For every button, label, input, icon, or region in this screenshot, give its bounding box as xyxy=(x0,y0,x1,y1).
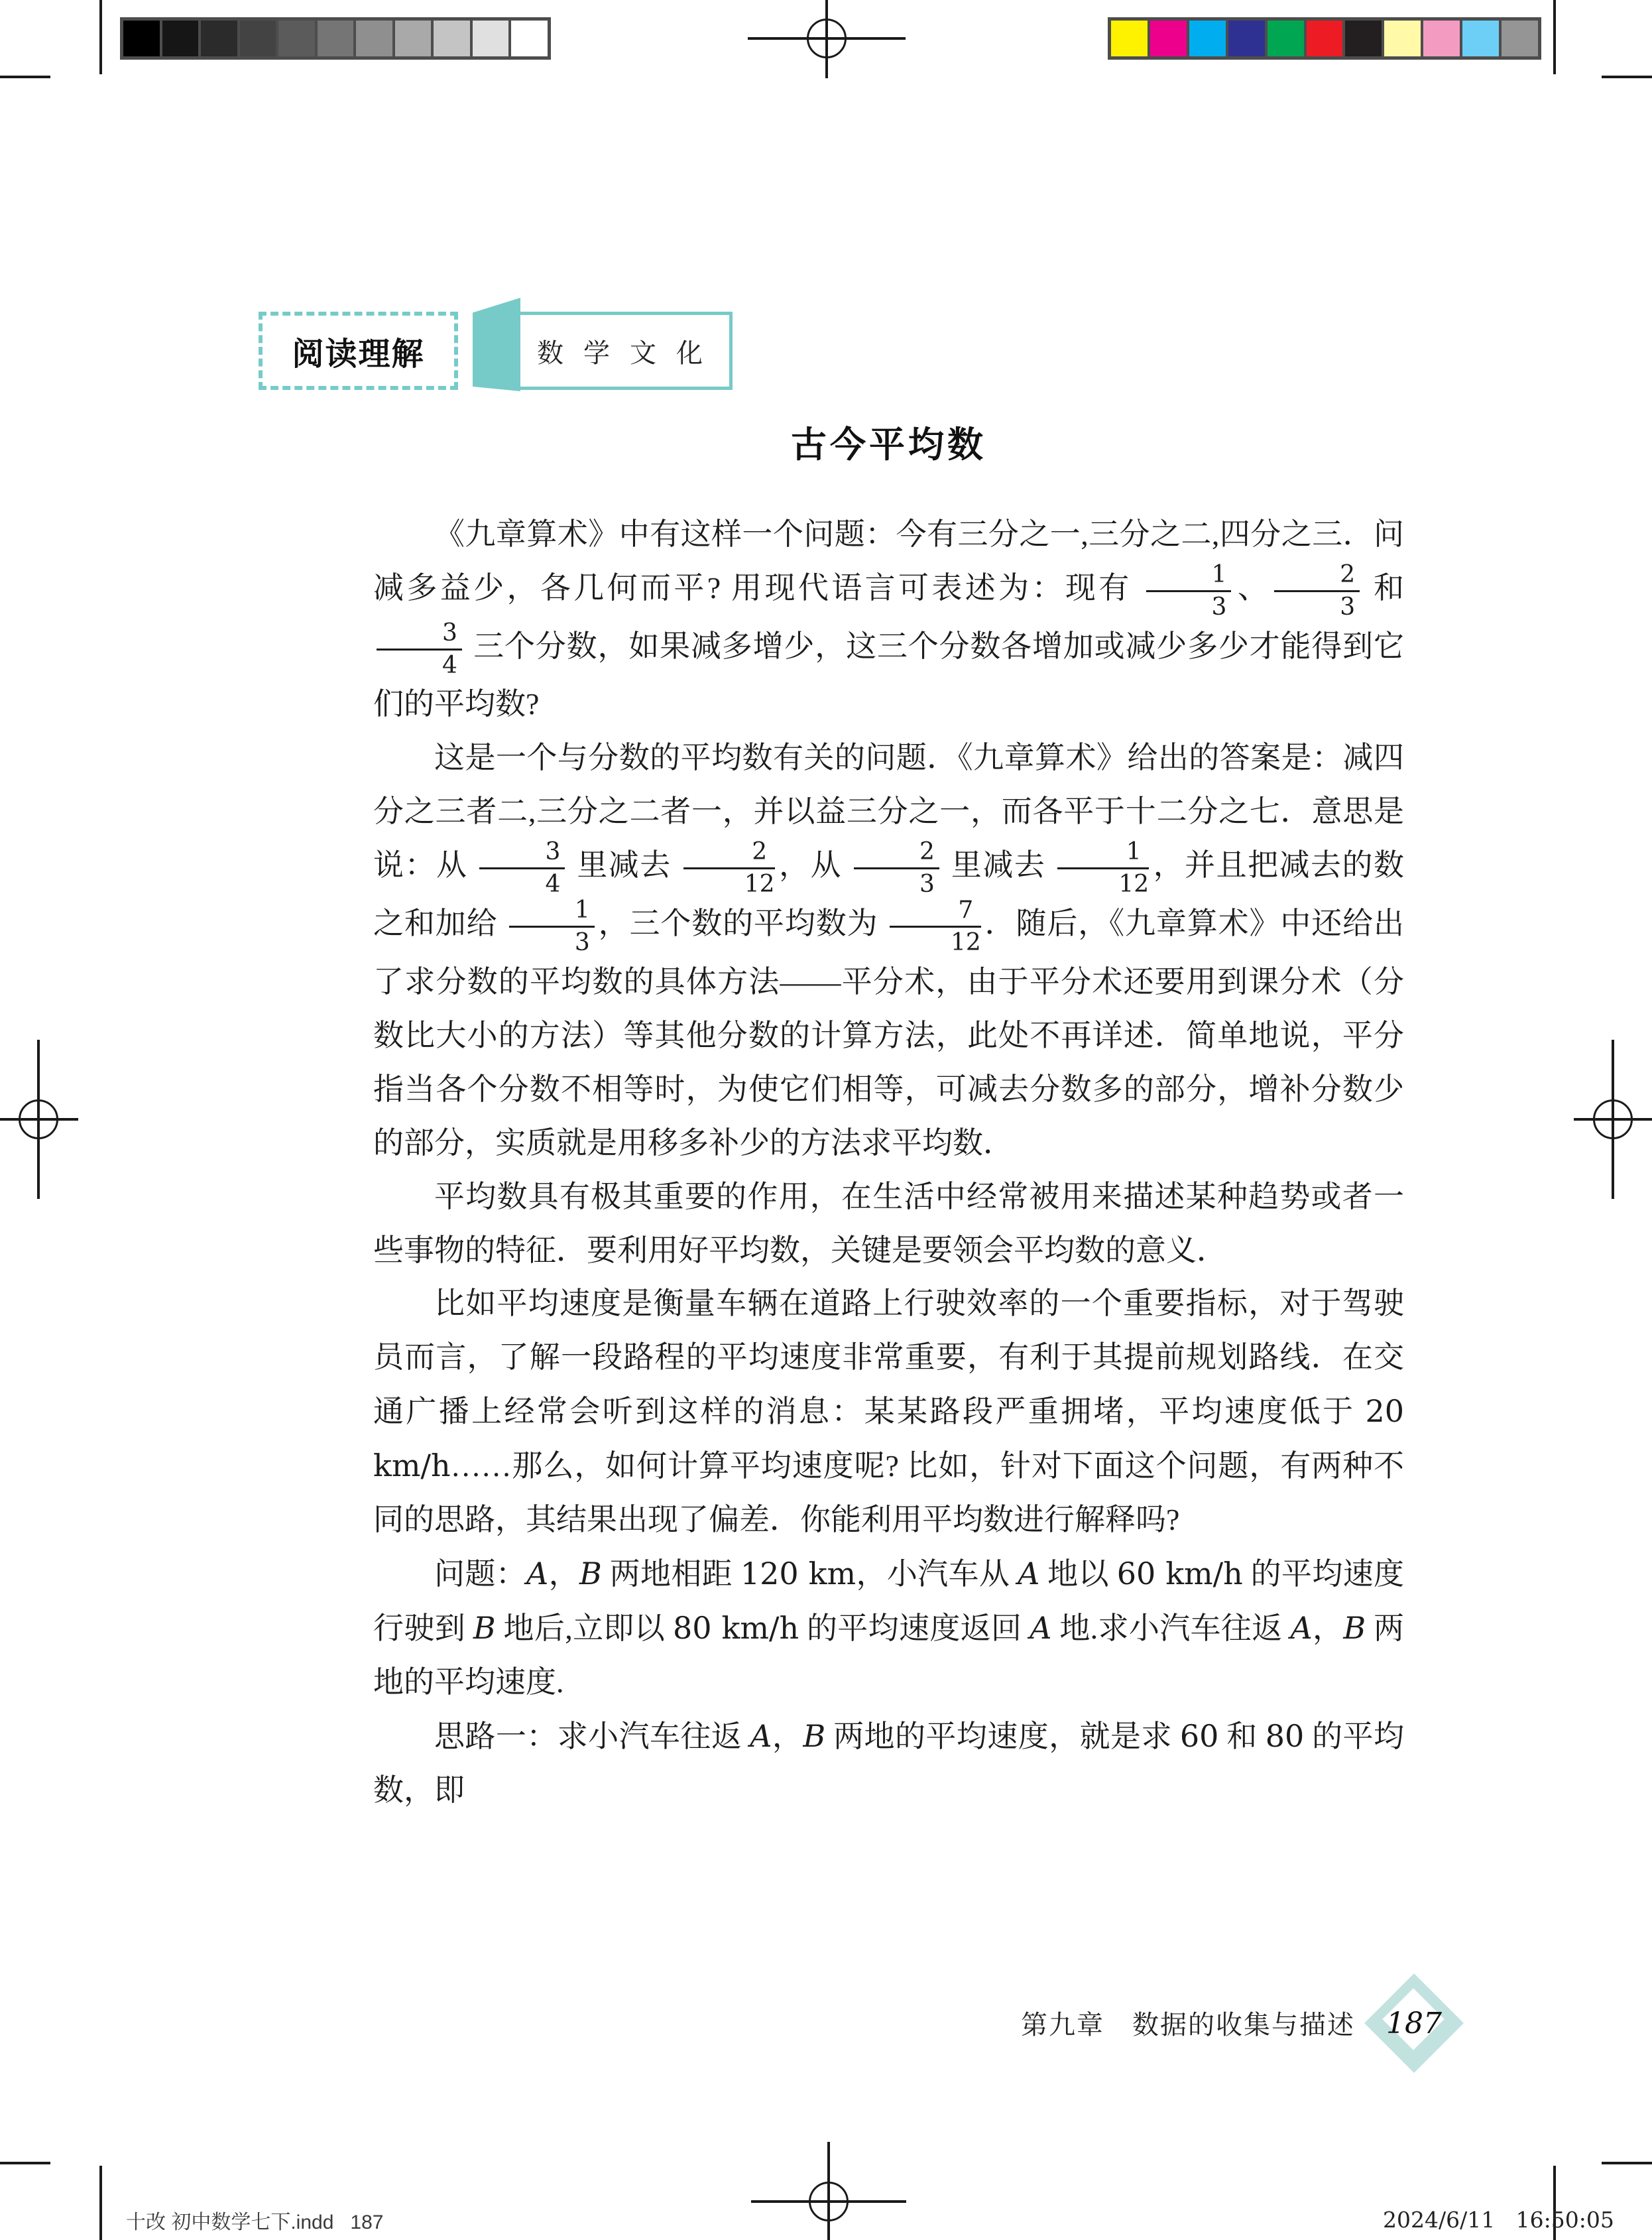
fraction xyxy=(509,898,595,956)
fraction-numerator: 2 xyxy=(1274,562,1360,592)
grayscale-swatch xyxy=(123,21,160,56)
text-run: ， xyxy=(772,1719,803,1754)
math-culture-label: 数 学 文 化 xyxy=(537,338,709,368)
text-run: 比如平均速度是衡量车辆在道路上行驶效率的一个重要指标，对于驾驶员而言，了解一段路程的平均速度非常重要，有利于其提前规划路线．在交通广播上经常会听到这样的消息：某某路段严重拥堵，平均速度低于 xyxy=(373,1286,1404,1429)
prepress-file-slug: 十改 初中数学七下.indd 187 xyxy=(126,2211,384,2233)
latin-text-run: 80 km/h xyxy=(672,1610,799,1647)
chapter-footer-label: 第九章 数据的收集与描述 xyxy=(1021,2011,1355,2040)
paragraph xyxy=(373,731,1404,1170)
text-run: 这是一个与分数的平均数有关的问题．《九章算术》给出的答案是：减四分之三者二,三分之二者一，并以益三分之一，而各平于十二分之七．意思是说：从 xyxy=(373,741,1404,883)
math-variable: A xyxy=(750,1718,772,1755)
text-run: 的平均速度返回 xyxy=(799,1611,1030,1646)
text-run: 两地相距 xyxy=(601,1557,740,1591)
reading-comprehension-label: 阅读理解 xyxy=(292,336,425,372)
text-run: ，并且把减去的数之和加给 xyxy=(373,848,1405,941)
paragraph xyxy=(373,1547,1404,1710)
color-swatch xyxy=(1111,21,1148,56)
grayscale-swatch xyxy=(356,21,392,56)
grayscale-swatch xyxy=(278,21,315,56)
grayscale-calibration-bar xyxy=(120,17,551,60)
text-run: 里减去 xyxy=(942,848,1055,883)
text-run: 和 xyxy=(1363,570,1405,605)
grayscale-swatch xyxy=(511,21,548,56)
fraction-denominator: 3 xyxy=(1340,593,1356,621)
latin-text-run: 120 km xyxy=(740,1556,856,1592)
latin-text-run: 20 km/h xyxy=(373,1393,1404,1484)
fraction-numerator: 2 xyxy=(854,840,939,869)
text-run: 和 xyxy=(1218,1719,1266,1754)
fraction-numerator: 1 xyxy=(1146,562,1232,592)
grayscale-swatch xyxy=(434,21,470,56)
color-swatch xyxy=(1423,21,1460,56)
paragraph xyxy=(373,1277,1404,1547)
grayscale-swatch xyxy=(395,21,432,56)
paragraph xyxy=(373,1170,1404,1278)
fraction xyxy=(890,898,981,956)
book-spine-shape xyxy=(473,298,520,391)
trim-mark xyxy=(99,2166,102,2240)
math-variable: B xyxy=(579,1556,602,1592)
grayscale-swatch xyxy=(201,21,237,56)
fraction-denominator: 12 xyxy=(950,928,981,956)
fraction-numerator: 3 xyxy=(377,621,462,651)
grayscale-swatch xyxy=(162,21,199,56)
trim-mark xyxy=(99,0,102,74)
text-run: 的平均数，即 xyxy=(373,1719,1405,1808)
crosshair-circle xyxy=(19,1099,58,1139)
text-run: ，三个数的平均数为 xyxy=(597,906,886,941)
fraction xyxy=(683,840,775,897)
fraction xyxy=(377,621,462,678)
text-run: 两地的平均速度，就是求 xyxy=(825,1719,1180,1754)
text-run: 思路一：求小汽车往返 xyxy=(434,1719,750,1754)
math-variable: B xyxy=(473,1610,496,1647)
color-swatch xyxy=(1150,21,1187,56)
fraction xyxy=(1146,562,1232,620)
paragraph xyxy=(373,508,1404,731)
article-body xyxy=(373,508,1404,1818)
math-culture-badge xyxy=(514,312,733,390)
text-run: 三个分数，如果减多增少，这三个分数各增加或减少多少才能得到它们的平均数? xyxy=(373,629,1404,721)
grayscale-swatch xyxy=(240,21,276,56)
fraction-numerator: 7 xyxy=(890,898,981,928)
fraction-denominator: 12 xyxy=(1118,871,1150,899)
paragraph xyxy=(373,1710,1404,1818)
grayscale-swatch xyxy=(318,21,354,56)
fraction-numerator: 1 xyxy=(509,898,595,928)
text-run: 里减去 xyxy=(568,848,680,883)
crosshair-circle xyxy=(809,2182,849,2221)
color-swatch xyxy=(1345,21,1382,56)
math-variable: A xyxy=(1290,1610,1313,1647)
crosshair-circle xyxy=(807,19,847,58)
text-run: ……那么，如何计算平均速度呢? 比如，针对下面这个问题，有两种不同的思路，其结果出现了偏差．你能利用平均数进行解释吗? xyxy=(373,1449,1404,1537)
fraction-denominator: 3 xyxy=(1211,593,1227,621)
trim-mark xyxy=(0,2162,50,2164)
color-swatch xyxy=(1502,21,1538,56)
fraction-denominator: 4 xyxy=(545,871,561,899)
text-run: ，从 xyxy=(778,848,851,883)
color-swatch xyxy=(1268,21,1304,56)
fraction xyxy=(1057,840,1149,897)
fraction xyxy=(854,840,939,897)
text-run: 平均数具有极其重要的作用，在生活中经常被用来描述某种趋势或者一些事物的特征．要利用好平均数，关键是要领会平均数的意义． xyxy=(373,1179,1404,1267)
text-run: 《九章算术》中有这样一个问题：今有三分之一,三分之二,四分之三．问减多益少，各几何而平? 用现代语言可表述为：现有 xyxy=(373,517,1404,605)
fraction-denominator: 4 xyxy=(442,651,457,679)
text-run: 的平均速度行驶到 xyxy=(373,1557,1405,1646)
page-number: 187 xyxy=(1386,2007,1442,2040)
math-variable: B xyxy=(1343,1610,1366,1647)
fraction xyxy=(1274,562,1360,620)
math-variable: A xyxy=(526,1556,549,1592)
reading-comprehension-badge xyxy=(259,312,458,390)
text-run: 地.求小汽车往返 xyxy=(1051,1611,1291,1646)
text-run: ， xyxy=(548,1557,579,1591)
text-run: 地以 xyxy=(1039,1557,1117,1591)
fraction-numerator: 2 xyxy=(683,840,775,869)
latin-text-run: 60 km/h xyxy=(1116,1556,1243,1592)
color-calibration-bar xyxy=(1108,17,1541,60)
trim-mark xyxy=(1602,2162,1652,2164)
math-variable: A xyxy=(1030,1610,1052,1647)
latin-text-run: 60 xyxy=(1179,1718,1219,1755)
grayscale-swatch xyxy=(473,21,509,56)
text-run: ．随后，《九章算术》中还给出了求分数的平均数的具体方法——平分术，由于平分术还要用到课分术（分数比大小的方法）等其他分数的计算方法，此处不再详述．简单地说，平分指当各个分数不相等时，为使它们相等，可减去分数多的部分，增补分数少的部分，实质就是用移多补少的方法求平均数． xyxy=(373,906,1405,1160)
fraction xyxy=(479,840,565,897)
page-number-diamond xyxy=(1364,1973,1464,2073)
latin-text-run: 80 xyxy=(1265,1718,1305,1755)
fraction-numerator: 3 xyxy=(479,840,565,869)
text-run: 两地的平均速度. xyxy=(373,1611,1405,1700)
text-run: ，小汽车从 xyxy=(856,1557,1018,1591)
fraction-denominator: 3 xyxy=(919,871,935,899)
trim-mark xyxy=(1553,0,1556,74)
text-run: 、 xyxy=(1234,570,1271,605)
prepress-timestamp: 2024/6/11 16:50:05 xyxy=(1383,2207,1614,2233)
math-variable: B xyxy=(803,1718,826,1755)
fraction-numerator: 1 xyxy=(1057,840,1149,869)
article-title: 古今平均数 xyxy=(791,425,986,465)
crosshair-circle xyxy=(1593,1099,1633,1139)
trim-mark xyxy=(0,76,50,78)
color-swatch xyxy=(1189,21,1226,56)
color-swatch xyxy=(1228,21,1265,56)
color-swatch xyxy=(1462,21,1499,56)
text-run: 地后,立即以 xyxy=(495,1611,673,1646)
trim-mark xyxy=(1602,76,1652,78)
text-run: ， xyxy=(1312,1611,1344,1646)
math-variable: A xyxy=(1018,1556,1040,1592)
text-run: 问题： xyxy=(434,1557,527,1591)
fraction-denominator: 3 xyxy=(574,928,590,956)
color-swatch xyxy=(1384,21,1421,56)
fraction-denominator: 12 xyxy=(744,871,775,899)
color-swatch xyxy=(1307,21,1343,56)
